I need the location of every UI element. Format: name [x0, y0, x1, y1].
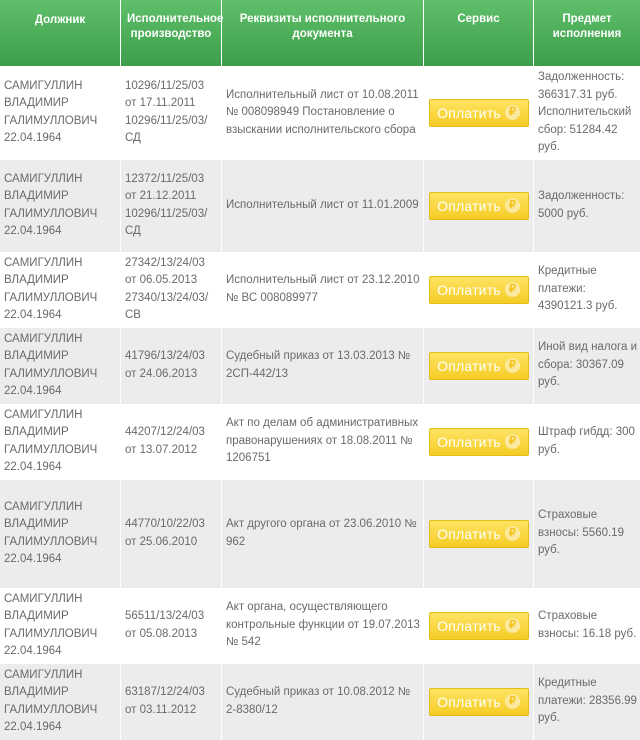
table-row	[0, 480, 640, 588]
pay-button-label: Оплатить	[437, 617, 501, 634]
document-cell: Судебный приказ от 10.08.2012 № 2-8380/12	[222, 664, 424, 740]
subject-cell: Штраф гибдд: 300 руб.	[534, 404, 640, 480]
service-cell	[424, 664, 534, 740]
table-header	[0, 0, 640, 66]
document-cell: Акт другого органа от 23.06.2010 № 962	[222, 480, 424, 588]
ruble-icon: ₽	[505, 198, 520, 213]
header-debtor: Должник	[0, 0, 121, 66]
service-cell	[424, 480, 534, 588]
subject-cell: Кредитные платежи: 28356.99 руб.	[534, 664, 640, 740]
pay-button[interactable]	[429, 612, 529, 640]
ruble-icon: ₽	[505, 358, 520, 373]
service-cell	[424, 160, 534, 252]
ruble-icon: ₽	[505, 434, 520, 449]
proceeding-cell: 56511/13/24/03 от 05.08.2013	[121, 588, 222, 664]
subject-cell: Задолженность: 5000 руб.	[534, 160, 640, 252]
ruble-icon: ₽	[505, 105, 520, 120]
document-cell: Исполнительный лист от 11.01.2009	[222, 160, 424, 252]
proceeding-cell: 41796/13/24/03 от 24.06.2013	[121, 328, 222, 404]
pay-button-label: Оплатить	[437, 104, 501, 121]
pay-button[interactable]	[429, 428, 529, 456]
pay-button[interactable]	[429, 99, 529, 127]
document-cell: Акт по делам об административных правонарушениях от 18.08.2011 № 1206751	[222, 404, 424, 480]
table-row	[0, 252, 640, 328]
header-document: Реквизиты исполнительного документа	[222, 0, 424, 66]
header-subject: Предмет исполнения	[534, 0, 640, 66]
debtor-cell: САМИГУЛЛИН ВЛАДИМИР ГАЛИМУЛЛОВИЧ 22.04.1964	[0, 404, 121, 480]
service-cell	[424, 404, 534, 480]
table-body	[0, 66, 640, 740]
document-cell: Судебный приказ от 13.03.2013 № 2СП-442/13	[222, 328, 424, 404]
table-row	[0, 664, 640, 740]
ruble-icon: ₽	[505, 694, 520, 709]
table-row	[0, 66, 640, 160]
document-cell: Исполнительный лист от 10.08.2011 № 008098949 Постановление о взыскании исполнительского сбора	[222, 66, 424, 160]
debtor-cell: САМИГУЛЛИН ВЛАДИМИР ГАЛИМУЛЛОВИЧ 22.04.1964	[0, 480, 121, 588]
ruble-icon: ₽	[505, 526, 520, 541]
pay-button[interactable]	[429, 688, 529, 716]
table-row	[0, 328, 640, 404]
subject-cell: Страховые взносы: 5560.19 руб.	[534, 480, 640, 588]
debtor-cell: САМИГУЛЛИН ВЛАДИМИР ГАЛИМУЛЛОВИЧ 22.04.1964	[0, 252, 121, 328]
debtor-cell: САМИГУЛЛИН ВЛАДИМИР ГАЛИМУЛЛОВИЧ 22.04.1964	[0, 328, 121, 404]
pay-button-label: Оплатить	[437, 281, 501, 298]
service-cell	[424, 252, 534, 328]
service-cell	[424, 66, 534, 160]
debtor-cell: САМИГУЛЛИН ВЛАДИМИР ГАЛИМУЛЛОВИЧ 22.04.1964	[0, 66, 121, 160]
pay-button-label: Оплатить	[437, 197, 501, 214]
subject-cell: Страховые взносы: 16.18 руб.	[534, 588, 640, 664]
proceeding-cell: 10296/11/25/03 от 17.11.2011 10296/11/25/03/СД	[121, 66, 222, 160]
document-cell: Исполнительный лист от 23.12.2010 № ВС 008089977	[222, 252, 424, 328]
pay-button[interactable]	[429, 192, 529, 220]
proceeding-cell: 27342/13/24/03 от 06.05.2013 27340/13/24/03/СВ	[121, 252, 222, 328]
ruble-icon: ₽	[505, 618, 520, 633]
header-row	[0, 0, 640, 66]
pay-button[interactable]	[429, 352, 529, 380]
header-proceeding: Исполнительное производство	[121, 0, 222, 66]
proceeding-cell: 12372/11/25/03 от 21.12.2011 10296/11/25/03/СД	[121, 160, 222, 252]
proceeding-cell: 63187/12/24/03 от 03.11.2012	[121, 664, 222, 740]
subject-cell: Задолженность: 366317.31 руб. Исполнительский сбор: 51284.42 руб.	[534, 66, 640, 160]
pay-button-label: Оплатить	[437, 525, 501, 542]
subject-cell: Иной вид налога и сбора: 30367.09 руб.	[534, 328, 640, 404]
service-cell	[424, 328, 534, 404]
pay-button-label: Оплатить	[437, 693, 501, 710]
ruble-icon: ₽	[505, 282, 520, 297]
table-row	[0, 588, 640, 664]
table-row	[0, 160, 640, 252]
debtor-cell: САМИГУЛЛИН ВЛАДИМИР ГАЛИМУЛЛОВИЧ 22.04.1964	[0, 664, 121, 740]
header-service: Сервис	[424, 0, 534, 66]
proceeding-cell: 44207/12/24/03 от 13.07.2012	[121, 404, 222, 480]
pay-button[interactable]	[429, 276, 529, 304]
table-row	[0, 404, 640, 480]
service-cell	[424, 588, 534, 664]
proceeding-cell: 44770/10/22/03 от 25.06.2010	[121, 480, 222, 588]
debtor-cell: САМИГУЛЛИН ВЛАДИМИР ГАЛИМУЛЛОВИЧ 22.04.1964	[0, 588, 121, 664]
debtor-cell: САМИГУЛЛИН ВЛАДИМИР ГАЛИМУЛЛОВИЧ 22.04.1964	[0, 160, 121, 252]
subject-cell: Кредитные платежи: 4390121.3 руб.	[534, 252, 640, 328]
pay-button[interactable]	[429, 520, 529, 548]
pay-button-label: Оплатить	[437, 433, 501, 450]
document-cell: Акт органа, осуществляющего контрольные функции от 19.07.2013 № 542	[222, 588, 424, 664]
pay-button-label: Оплатить	[437, 357, 501, 374]
